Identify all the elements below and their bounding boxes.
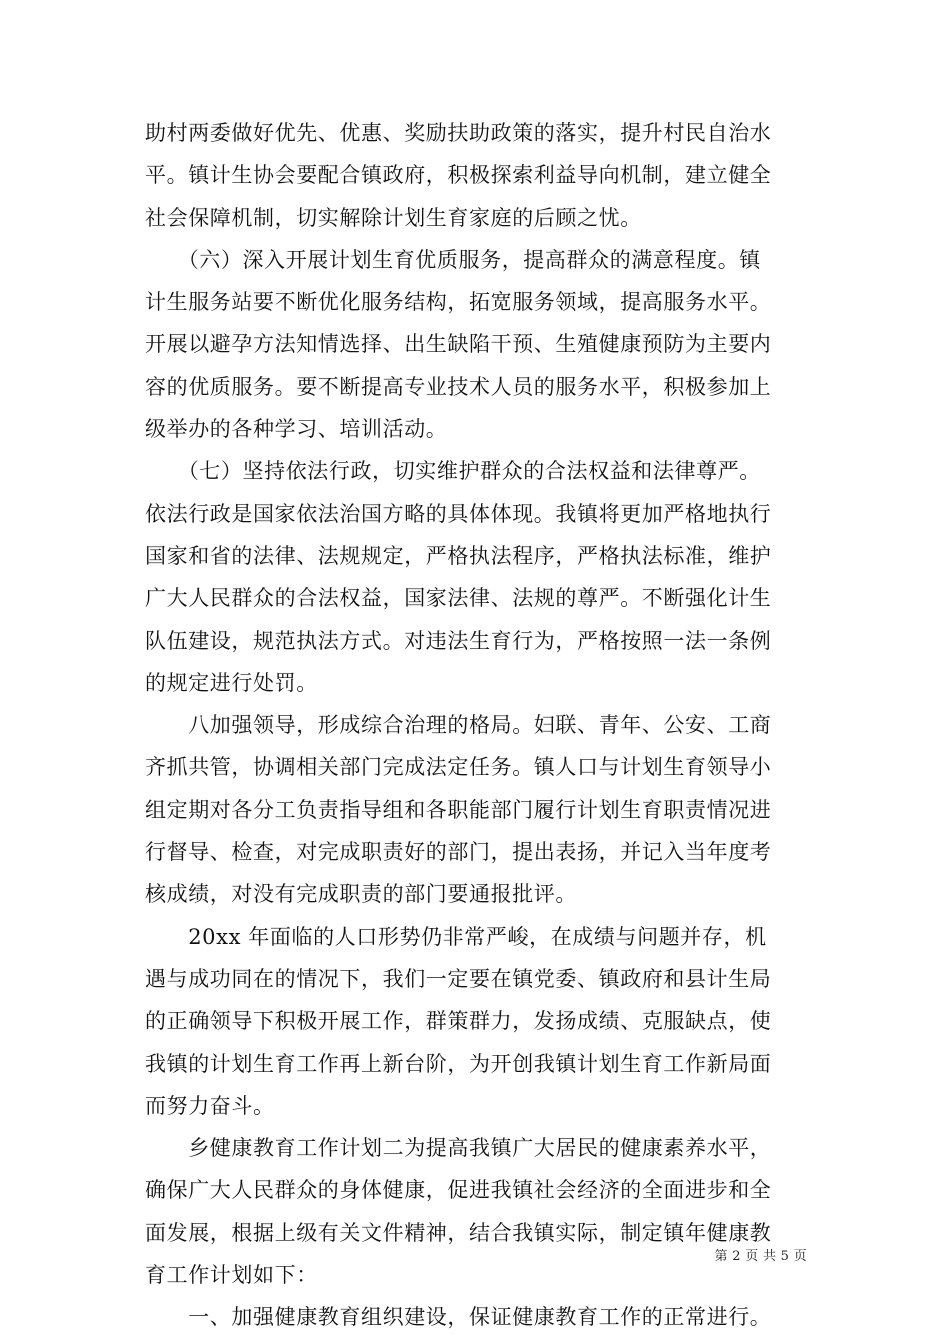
text-line: 计生服务站要不断优化服务结构，拓宽服务领域，提高服务水平。 bbox=[145, 290, 772, 315]
text-line: 行督导、检查，对完成职责好的部门，提出表扬，并记入当年度考 bbox=[145, 840, 772, 865]
text-line: 依法行政是国家依法治国方略的具体体现。我镇将更加严格地执行 bbox=[145, 501, 772, 526]
paragraph-6 bbox=[145, 1127, 810, 1296]
text-line: 广大人民群众的合法权益，国家法律、法规的尊严。不断强化计生 bbox=[145, 586, 772, 611]
text-line: 开展以避孕方法知情选择、出生缺陷干预、生殖健康预防为主要内 bbox=[145, 332, 772, 357]
document-body bbox=[145, 112, 810, 1339]
text-line: 社会保障机制，切实解除计划生育家庭的后顾之忧。 bbox=[145, 205, 642, 230]
paragraph-2 bbox=[145, 239, 810, 450]
text-line: （六）深入开展计划生育优质服务，提高群众的满意程度。镇 bbox=[145, 247, 761, 272]
text-line: 而努力奋斗。 bbox=[145, 1093, 275, 1118]
text-line: 八加强领导，形成综合治理的格局。妇联、青年、公安、工商 bbox=[145, 713, 772, 738]
text-line: 的正确领导下积极开展工作，群策群力，发扬成绩、克服缺点，使 bbox=[145, 1009, 772, 1034]
text-line: 育工作计划如下： bbox=[145, 1263, 318, 1288]
text-line: 助村两委做好优先、优惠、奖励扶助政策的落实，提升村民自治水 bbox=[145, 121, 772, 145]
text-line: 容的优质服务。要不断提高专业技术人员的服务水平，积极参加上 bbox=[145, 374, 772, 399]
paragraph-3 bbox=[145, 450, 810, 704]
text-line: （七）坚持依法行政，切实维护群众的合法权益和法律尊严。 bbox=[145, 459, 761, 484]
text-line: 乡健康教育工作计划二为提高我镇广大居民的健康素养水平， bbox=[145, 1136, 772, 1161]
text-line: 核成绩，对没有完成职责的部门要通报批评。 bbox=[145, 882, 577, 907]
text-line: 队伍建设，规范执法方式。对违法生育行为，严格按照一法一条例 bbox=[145, 628, 772, 653]
text-line: 组定期对各分工负责指导组和各职能部门履行计划生育职责情况进 bbox=[145, 797, 772, 822]
page-number-footer: 第 2 页 共 5 页 bbox=[714, 1249, 807, 1264]
paragraph-4 bbox=[145, 704, 810, 915]
text-line: 国家和省的法律、法规规定，严格执法程序，严格执法标准，维护 bbox=[145, 543, 772, 568]
paragraph-1 bbox=[145, 112, 810, 239]
paragraph-5 bbox=[145, 916, 810, 1127]
text-line: 遇与成功同在的情况下，我们一定要在镇党委、镇政府和县计生局 bbox=[145, 966, 772, 991]
text-line: 确保广大人民群众的身体健康，促进我镇社会经济的全面进步和全 bbox=[145, 1178, 772, 1203]
text-line: 平。镇计生协会要配合镇政府，积极探索利益导向机制，建立健全 bbox=[145, 163, 772, 188]
text-line: 我镇的计划生育工作再上新台阶，为开创我镇计划生育工作新局面 bbox=[145, 1051, 772, 1076]
paragraph-7 bbox=[145, 1296, 810, 1338]
text-line: 面发展，根据上级有关文件精神，结合我镇实际，制定镇年健康教 bbox=[145, 1220, 772, 1245]
text-line: 一、加强健康教育组织建设，保证健康教育工作的正常进行。 bbox=[145, 1305, 772, 1330]
text-line: 齐抓共管，协调相关部门完成法定任务。镇人口与计划生育领导小 bbox=[145, 755, 772, 780]
text-line: 的规定进行处罚。 bbox=[145, 670, 318, 695]
text-line: 20xx 年面临的人口形势仍非常严峻，在成绩与问题并存，机 bbox=[145, 924, 767, 949]
text-line: 级举办的各种学习、培训活动。 bbox=[145, 417, 448, 442]
